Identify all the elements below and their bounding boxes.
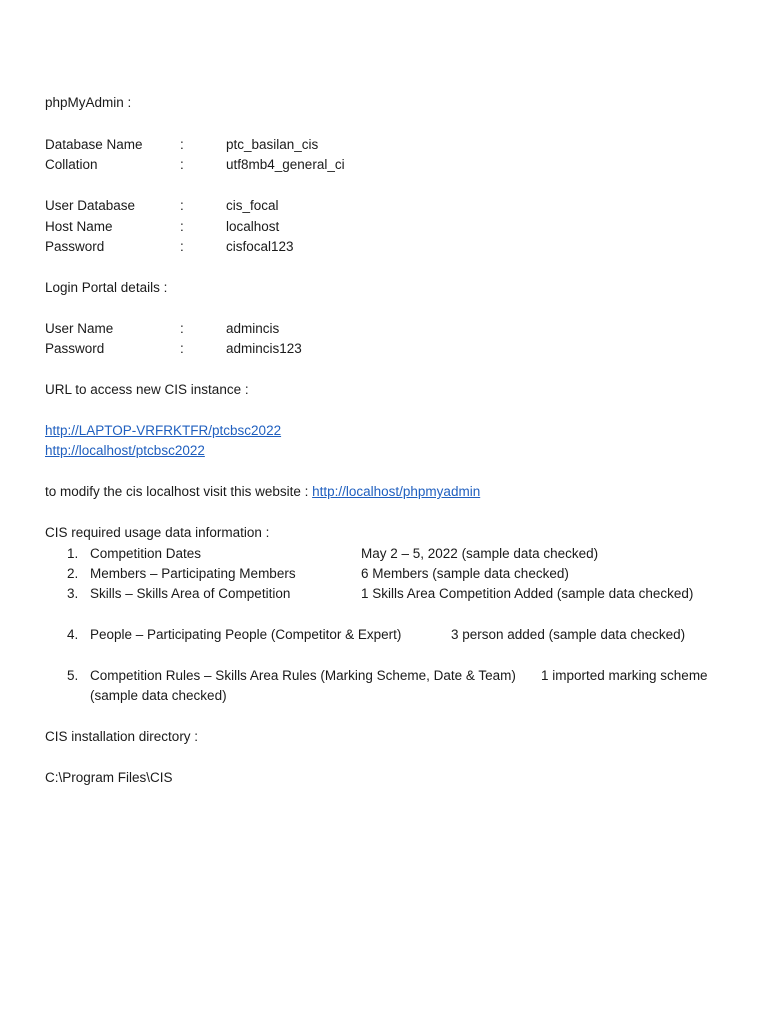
field-label: Collation bbox=[45, 157, 98, 172]
field-label: Host Name bbox=[45, 219, 113, 234]
phpmyadmin-link[interactable]: http://localhost/phpmyadmin bbox=[312, 484, 481, 499]
laptop-url-link[interactable]: http://LAPTOP-VRFRKTFR/ptcbsc2022 bbox=[45, 423, 282, 438]
field-value: admincis123 bbox=[226, 341, 302, 356]
field-colon: : bbox=[180, 341, 184, 356]
list-number: 2. bbox=[67, 566, 79, 581]
field-colon: : bbox=[180, 157, 184, 172]
usage-item-label: Members – Participating Members bbox=[90, 566, 296, 581]
field-value: cisfocal123 bbox=[226, 239, 294, 254]
field-label: Password bbox=[45, 239, 105, 254]
usage-item-value: 3 person added (sample data checked) bbox=[451, 627, 686, 642]
modify-text: to modify the cis localhost visit this website : bbox=[45, 484, 313, 499]
field-label: User Name bbox=[45, 321, 114, 336]
field-label: Password bbox=[45, 341, 105, 356]
usage-item-label: Competition Rules – Skills Area Rules (Marking Scheme, Date & Team) bbox=[90, 668, 516, 683]
modify-line bbox=[45, 483, 480, 501]
usage-item-value: 1 imported marking scheme bbox=[541, 668, 708, 683]
usage-item-continuation-text: (sample data checked) bbox=[90, 688, 227, 703]
field-value: utf8mb4_general_ci bbox=[226, 157, 345, 172]
field-value: admincis bbox=[226, 321, 280, 336]
login-heading: Login Portal details : bbox=[45, 280, 168, 295]
localhost-url-link[interactable]: http://localhost/ptcbsc2022 bbox=[45, 443, 205, 458]
install-heading: CIS installation directory : bbox=[45, 729, 199, 744]
list-number: 3. bbox=[67, 586, 79, 601]
field-label: Database Name bbox=[45, 137, 143, 152]
usage-item-label: Competition Dates bbox=[90, 546, 202, 561]
usage-item-label: People – Participating People (Competitor & Expert) bbox=[90, 627, 402, 642]
list-number: 4. bbox=[67, 627, 79, 642]
phpmyadmin-heading: phpMyAdmin : bbox=[45, 95, 132, 110]
list-number: 5. bbox=[67, 668, 79, 683]
usage-item-label: Skills – Skills Area of Competition bbox=[90, 586, 291, 601]
field-colon: : bbox=[180, 137, 184, 152]
field-value: localhost bbox=[226, 219, 280, 234]
field-label: User Database bbox=[45, 198, 136, 213]
field-colon: : bbox=[180, 321, 184, 336]
url-heading: URL to access new CIS instance : bbox=[45, 382, 249, 397]
usage-heading: CIS required usage data information : bbox=[45, 525, 270, 540]
field-colon: : bbox=[180, 219, 184, 234]
field-colon: : bbox=[180, 198, 184, 213]
field-value: ptc_basilan_cis bbox=[226, 137, 319, 152]
usage-item-value: May 2 – 5, 2022 (sample data checked) bbox=[361, 546, 599, 561]
list-number: 1. bbox=[67, 546, 79, 561]
usage-item-value: 1 Skills Area Competition Added (sample data checked) bbox=[361, 586, 694, 601]
field-colon: : bbox=[180, 239, 184, 254]
install-path: C:\Program Files\CIS bbox=[45, 770, 173, 785]
field-value: cis_focal bbox=[226, 198, 279, 213]
usage-item-value: 6 Members (sample data checked) bbox=[361, 566, 569, 581]
